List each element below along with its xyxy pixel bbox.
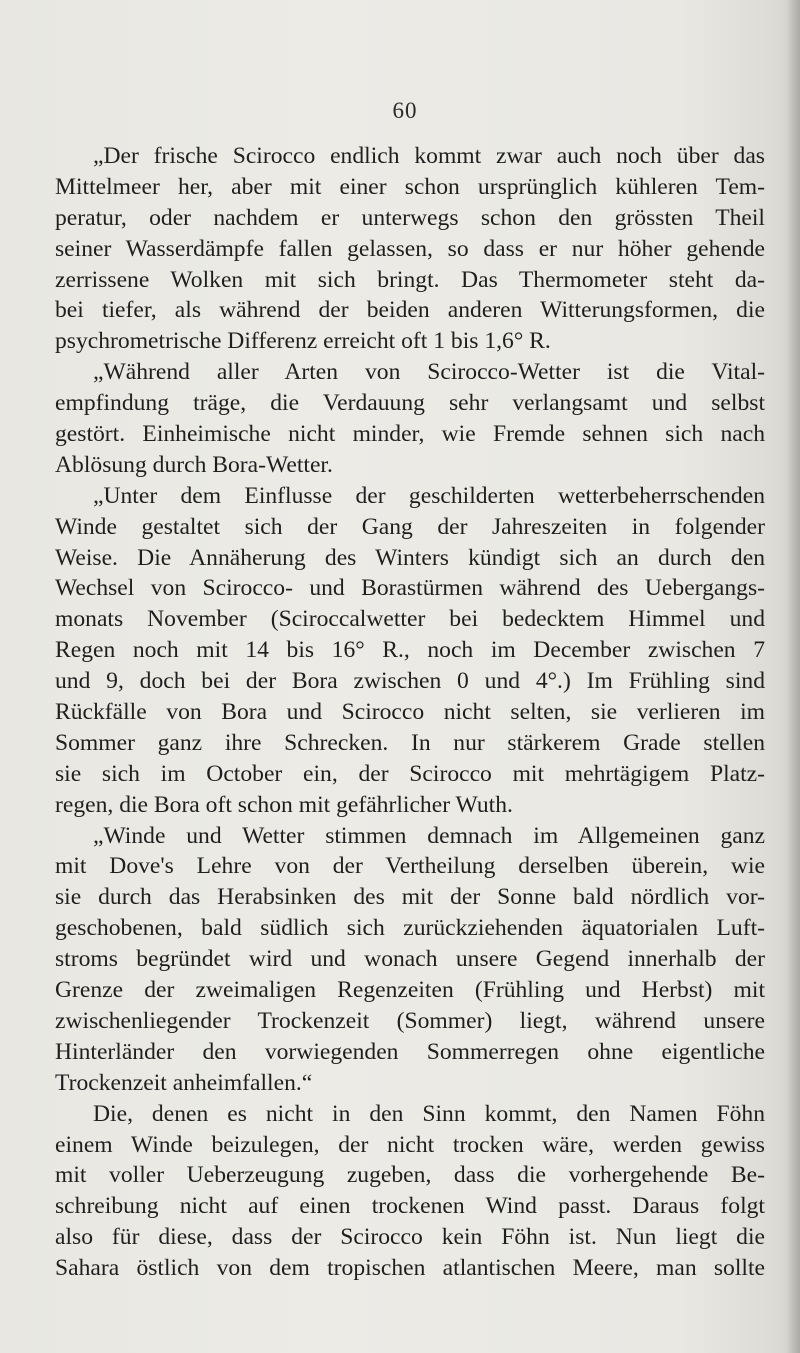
text-line: Grenze der zweimaligen Regenzeiten (Frühling und Herbst) mit: [55, 977, 765, 1004]
text-line: Mittelmeer her, aber mit einer schon ursprünglich kühleren Tem-: [55, 173, 765, 200]
text-line: empfindung träge, die Verdauung sehr verlangsamt und selbst: [55, 390, 765, 417]
text-line: und 9, doch bei der Bora zwischen 0 und 4°.) Im Frühling sind: [55, 668, 765, 695]
text-line: einem Winde beizulegen, der nicht trocken wäre, werden gewiss: [55, 1131, 765, 1158]
text-line: „Unter dem Einflusse der geschilderten wetterbeherrschenden: [93, 482, 765, 509]
text-line: mit voller Ueberzeugung zugeben, dass die vorhergehende Be-: [55, 1162, 765, 1189]
text-line: regen, die Bora oft schon mit gefährlicher Wuth.: [55, 791, 513, 818]
page-number: 60: [392, 98, 418, 123]
text-line: Ablösung durch Bora-Wetter.: [55, 451, 333, 478]
text-line: Rückfälle von Bora und Scirocco nicht selten, sie verlieren im: [55, 699, 765, 726]
text-line: peratur, oder nachdem er unterwegs schon den grössten Theil: [55, 204, 765, 231]
text-line: sie durch das Herabsinken des mit der Sonne bald nördlich vor-: [55, 884, 765, 911]
text-line: monats November (Sciroccalwetter bei bedecktem Himmel und: [55, 606, 765, 633]
text-line: „Während aller Arten von Scirocco-Wetter ist die Vital-: [93, 359, 765, 386]
text-line: also für diese, dass der Scirocco kein Föhn ist. Nun liegt die: [55, 1224, 765, 1251]
text-line: zwischenliegender Trockenzeit (Sommer) liegt, während unsere: [55, 1007, 765, 1034]
text-line: bei tiefer, als während der beiden anderen Witterungsformen, die: [55, 297, 765, 324]
page-edge-shadow: [786, 0, 800, 1353]
text-line: Sahara östlich von dem tropischen atlantischen Meere, man sollte: [55, 1255, 765, 1282]
text-line: Die, denen es nicht in den Sinn kommt, den Namen Föhn: [93, 1100, 765, 1127]
text-line: Hinterländer den vorwiegenden Sommerregen ohne eigentliche: [55, 1038, 765, 1065]
text-line: „Der frische Scirocco endlich kommt zwar auch noch über das: [93, 143, 765, 169]
body-text: [55, 141, 765, 1284]
text-line: zerrissene Wolken mit sich bringt. Das Thermometer steht da-: [55, 266, 765, 293]
text-line: mit Dove's Lehre von der Vertheilung derselben überein, wie: [55, 853, 765, 880]
text-line: geschobenen, bald südlich sich zurückziehenden äquatorialen Luft-: [55, 915, 765, 942]
text-line: gestört. Einheimische nicht minder, wie Fremde sehnen sich nach: [55, 421, 765, 448]
text-line: Weise. Die Annäherung des Winters kündigt sich an durch den: [55, 544, 765, 571]
text-line: psychrometrische Differenz erreicht oft 1 bis 1,6° R.: [55, 328, 551, 355]
text-line: Regen noch mit 14 bis 16° R., noch im December zwischen 7: [55, 637, 765, 664]
text-line: stroms begründet wird und wonach unsere Gegend innerhalb der: [55, 946, 765, 973]
text-line: Winde gestaltet sich der Gang der Jahreszeiten in folgender: [55, 513, 765, 540]
text-line: Wechsel von Scirocco- und Borastürmen während des Uebergangs-: [55, 575, 765, 602]
text-line: schreibung nicht auf einen trockenen Wind passt. Daraus folgt: [55, 1193, 765, 1220]
text-line: seiner Wasserdämpfe fallen gelassen, so dass er nur höher gehende: [55, 235, 765, 262]
text-line: Trockenzeit anheimfallen.“: [55, 1069, 313, 1096]
text-line: sie sich im October ein, der Scirocco mit mehrtägigem Platz-: [55, 760, 765, 787]
text-line: Sommer ganz ihre Schrecken. In nur stärkerem Grade stellen: [55, 729, 765, 756]
text-line: „Winde und Wetter stimmen demnach im Allgemeinen ganz: [93, 822, 765, 849]
